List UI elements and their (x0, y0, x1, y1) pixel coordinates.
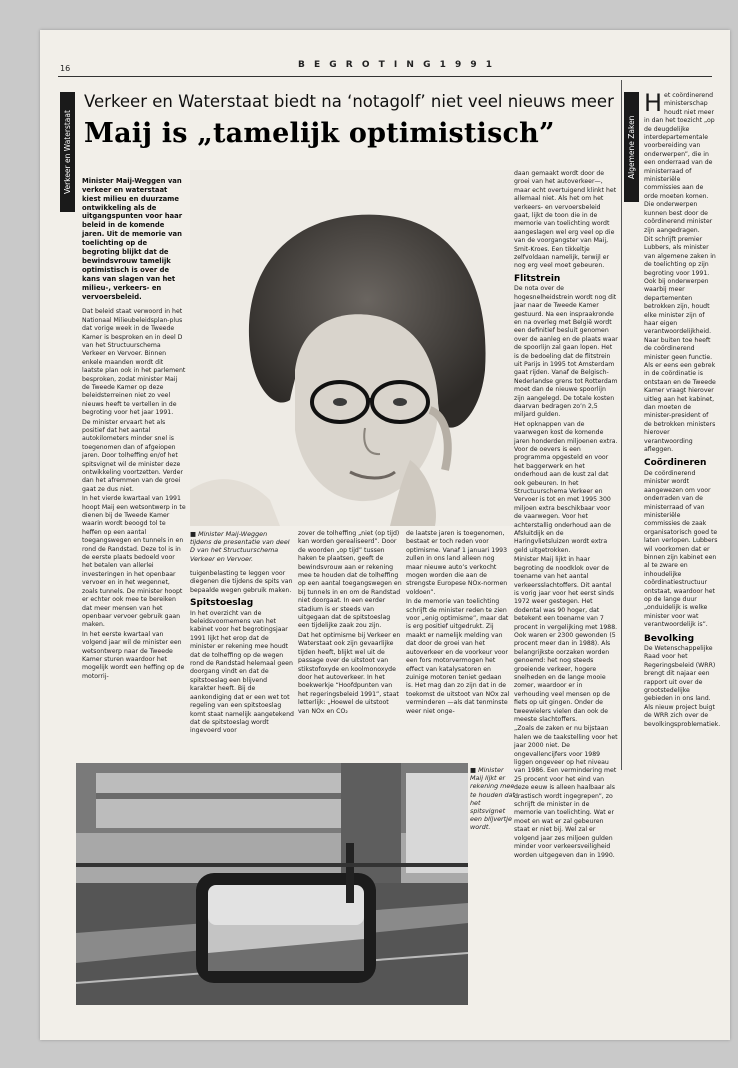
paragraph: De Wetenschappelijke Raad voor het Regeringsbeleid (WRR) brengt dit najaar een rapport uit over de grootstedelijke gebieden in ons land. Als nieuw project buigt de WRR zich over de bevolkingsproblematiek. (644, 645, 721, 728)
subheading-bevolking: Bevolking (644, 633, 695, 644)
paragraph: De minister ervaart het als positief dat het aantal autokilometers minder snel is toegenomen dan of afgeiopen jaren. Door tolheffing en/of het spitsvignet wil de minister deze ontwikkeling voortzetten. Verder dan het afremmen van de groei gaat ze dus niet. (82, 418, 183, 493)
article-kicker: Verkeer en Waterstaat biedt na ‘notagolf’ niet veel nieuws meer (84, 92, 614, 111)
sidebar-divider (621, 80, 622, 770)
paragraph: Dit schrijft premier Lubbers, als minister van algemene zaken in de toelichting op zijn begroting voor 1991. Ook bij onderwerpen waarbij meer departementen betrokken zijn, houdt elke minister zijn of haar eigen verantwoordelijkheid. Naar buiten toe heeft de coördinerend minister geen functie. Als er eens een gebrek in de coördinatie is ontstaan en de Tweede Kamer vraagt hierover uitleg aan het kabinet, dan moeten de minister-president of de betrokken ministers hierover verantwoording afleggen. (644, 235, 716, 454)
paragraph: zover de tolheffing „niet (op tijd) kan worden gerealiseerd”. Door de woorden „op tijd” tussen haken te plaatsen, geeft de bewindsvrouw aan er rekening mee te houden dat de tolheffing op een aantal toegangswegen en bij tunnels in en om de Randstad niet doorgaat. In een eerder stadium is er steeds van uitgegaan dat de spitstoeslag een tijdelijke zaak zou zijn. (298, 530, 402, 630)
subheading-spitstoeslag: Spitstoeslag (190, 598, 254, 609)
article-column-5 (514, 170, 618, 861)
paragraph: „Zoals de zaken er nu bijstaan halen we de taakstelling voor het jaar 2000 niet. De ongevallencijfers voor 1989 liggen ongeveer op het niveau van 1986. Een vermindering met 25 procent voor het eind van deze eeuw is alleen haalbaar als drastisch wordt ingegrepen”, zo schrijft de minister in de memorie van toelichting. Wat er moet en wat er zal gebeuren staat er niet bij. Wel zal er volgend jaar zes miljoen gulden minder voor verkeersveiligheid worden uitgegeven dan in 1990. (514, 725, 618, 859)
subheading-coordineren: Coördineren (644, 458, 707, 469)
section-tab-algemene-zaken: Algemene Zaken (624, 92, 639, 202)
article-column-3 (298, 530, 402, 717)
article-headline: Maij is „tamelijk optimistisch” (84, 118, 555, 149)
paragraph: In het overzicht van de beleidsvoornemens van het kabinet voor het begrotingsjaar 1991 lijkt het erop dat de minister er rekening mee houdt dat de tolheffing op de wegen rond de Randstad helemaal geen doorgang vindt en dat de spitstoeslag een blijvend karakter heeft. Bij de aankondiging dat er een wet tot regeling van een spitstoeslag komt staat namelijk aangetekend dat de spitstoeslag wordt ingevoerd voor (190, 609, 294, 735)
page-header: B E G R O T I N G 1 9 9 1 (298, 60, 496, 70)
paragraph: De nota over de hogesnelheidstrein wordt nog dit jaar naar de Tweede Kamer gestuurd. Na een inspraakronde en na overleg met België wordt een definitief besluit genomen over de aanleg en de plaats waar de spoorlijn zal gaan lopen. Het is de bedoeling dat de flitstrein uit Parijs in 1995 tot Amsterdam gaat rijden. Vanaf de Belgisch-Nederlandse grens tot Rotterdam moet dan de nieuwe spoorlijn zijn aangelegd. De totale kosten daarvan bedragen zo’n 2,5 miljard gulden. (514, 285, 618, 419)
newspaper-page (40, 30, 730, 1040)
paragraph: Dat het optimisme bij Verkeer en Waterstaat ook zijn gevaarlijke tijden heeft, blijkt wel uit de passage over de uitstoot van stikstofoxyde en koolmonoxyde door het autoverkeer. In het boekwerkje “Hoofdpunten van het regeringsbeleid 1991”, staat letterlijk: „Hoewel de uitstoot van NOx en CO₂ (298, 631, 401, 715)
photo-caption-1: ■ Minister Maij-Weggen tijdens de presentatie van deel D van het Structuurschema Verkeer en Vervoer. (190, 530, 290, 563)
paragraph: de laatste jaren is toegenomen, bestaat er toch reden voor optimisme. Vanaf 1 januari 1993 zullen in ons land alleen nog maar nieuwe auto’s verkocht mogen worden die aan de strengste Europese NOx-normen voldoen”. (406, 530, 508, 596)
paragraph: Dat beleid staat verwoord in het Nationaal Milieubeleidsplan-plus dat vorige week in de Tweede Kamer is besproken en in deel D van het Structuurschema Verkeer en Vervoer. Binnen enkele maanden wordt dit laatste plan ook in het parlement besproken, zodat minister Maij de Tweede Kamer op deze beleidsterreinen niet zo veel nieuws heeft te vertellen in de begroting voor het jaar 1991. (82, 308, 186, 417)
paragraph: daan gemaakt wordt door de groei van het autoverkeer—, maar echt overtuigend klinkt het allemaal niet. Als het om het verkeers- en vervoersbeleid gaat, lijkt de toon die in de memorie van toelichting wordt aangeslagen wel erg veel op die van de voorgangster van Maij, Smit-Kroes. Een tikkeltje zelfvoldaan namelijk, terwijl er nog erg veel moet gebeuren. (514, 170, 617, 270)
article-lead: Minister Maij-Weggen van verkeer en waterstaat kiest milieu en duurzame ontwikkeling als de uitgangspunten voor haar beleid in de komende jaren. Uit de memorie van toelichting op de begroting blijkt dat de bewindsvrouw tamelijk optimistisch is over de kans van slagen van het milieu-, verkeers- en vervoersbeleid. (82, 176, 183, 301)
section-tab-verkeer: Verkeer en Waterstaat (60, 92, 75, 212)
sidebar-intro: Het coördinerend ministerschap houdt niet meer in dan het toezicht „op de deugdelijke interdepartementale voorbereiding van onderwerpen”, die in een onderraad van de ministerraad of ministeriële commissies aan de orde moeten komen. Die onderwerpen kunnen best door de coördinerend minister zijn aangedragen. (644, 89, 715, 234)
photo-caption-2: ■ Minister Maij lijkt er rekening mee te houden dat het spitsvignet een blijvertje wordt. (470, 766, 516, 832)
paragraph: Minister Maij lijkt in haar begroting de noodklok over de toename van het aantal verkeersslachtoffers. Dit aantal is vorig jaar voor het eerst sinds 1972 weer gestegen. Het dodental was 90 hoger, dat betekent een toename van 7 procent in vergelijking met 1988. Ook waren er 2300 gewonden (5 procent meer dan in 1988). Als belangrijkste oorzaken worden genoemd: het nog steeds groeiende verkeer, hogere snelheden en de lange mooie zomer, waardoor er in verhouding veel mensen op de fiets op uit gingen. Onder de tweewielers vielen dan ook de meeste slachtoffers. (514, 556, 618, 723)
paragraph: tuigenbelasting te leggen voor diegenen die tijdens de spits van bepaalde wegen gebruik maken. (190, 570, 293, 594)
truck-mirror-photo (76, 763, 468, 1005)
paragraph: In het eerste kwartaal van volgend jaar wil de minister een wetsontwerp naar de Tweede Kamer sturen waardoor het mogelijk wordt een heffing op de motorrij- (82, 630, 185, 680)
dropcap: H (644, 89, 663, 117)
portrait-photo (190, 170, 517, 526)
subheading-flitstrein: Flitstrein (514, 273, 561, 284)
article-column-2 (190, 570, 294, 737)
article-column-4 (406, 530, 510, 717)
paragraph: Het opknappen van de vaarwegen kost de komende jaren honderden miljoenen extra. Voor de oevers is een programma opgesteld en voor het baggerwerk en het onderhoud aan de kust zal dat ook gebeuren. In het Structuurschema Verkeer en Vervoer is tot en met 1995 300 miljoen extra beschikbaar voor de vaarwegen. Voor het achterstallig onderhoud aan de Afsluitdijk en de Haringvlietsluizen wordt extra geld uitgetrokken. (514, 420, 618, 554)
page-number: 16 (60, 64, 71, 73)
sidebar-article (644, 89, 721, 730)
paragraph: In het vierde kwartaal van 1991 hoopt Maij een wetsontwerp in te dienen bij de Tweede Kamer waarin wordt beoogd tol te heffen op een aantal toegangswegen en tunnels in en rond de Randstad. Deze tol is in de eerste plaats bedoeld voor het betalen van allerlei investeringen in het openbaar vervoer en in het wegennet, zoals tunnels. De minister hoopt er echter ook mee te bereiken dat meer mensen van het openbaar vervoer gebruik gaan maken. (82, 495, 186, 629)
article-column-1 (82, 170, 186, 682)
header-rule (58, 76, 712, 77)
paragraph: De coördinerend minister wordt aangewezen om voor onderraden van de ministerraad of van ministeriële commissies de zaak organisatorisch goed te laten verlopen. Lubbers wil voorkomen dat er binnen zijn kabinet een al te zware en inhoudelijke coördinatiestructuur ontstaat, waardoor het op de lange duur „onduidelijk is welke minister voor wat verantwoordelijk is”. (644, 469, 718, 629)
paragraph: In de memorie van toelichting schrijft de minister reden te zien voor „enig optimisme”, maar dat is erg positief uitgedrukt. Zij maakt er namelijk melding van dat door de groei van het autoverkeer en de voorkeur voor een fors motorvermogen het effect van katalysatoren en zuinige motoren teniet gedaan is. Het mag dan zo zijn dat in de toekomst de uitstoot van NOx zal verminderen —als dat tenminste weer niet onge- (406, 598, 510, 715)
